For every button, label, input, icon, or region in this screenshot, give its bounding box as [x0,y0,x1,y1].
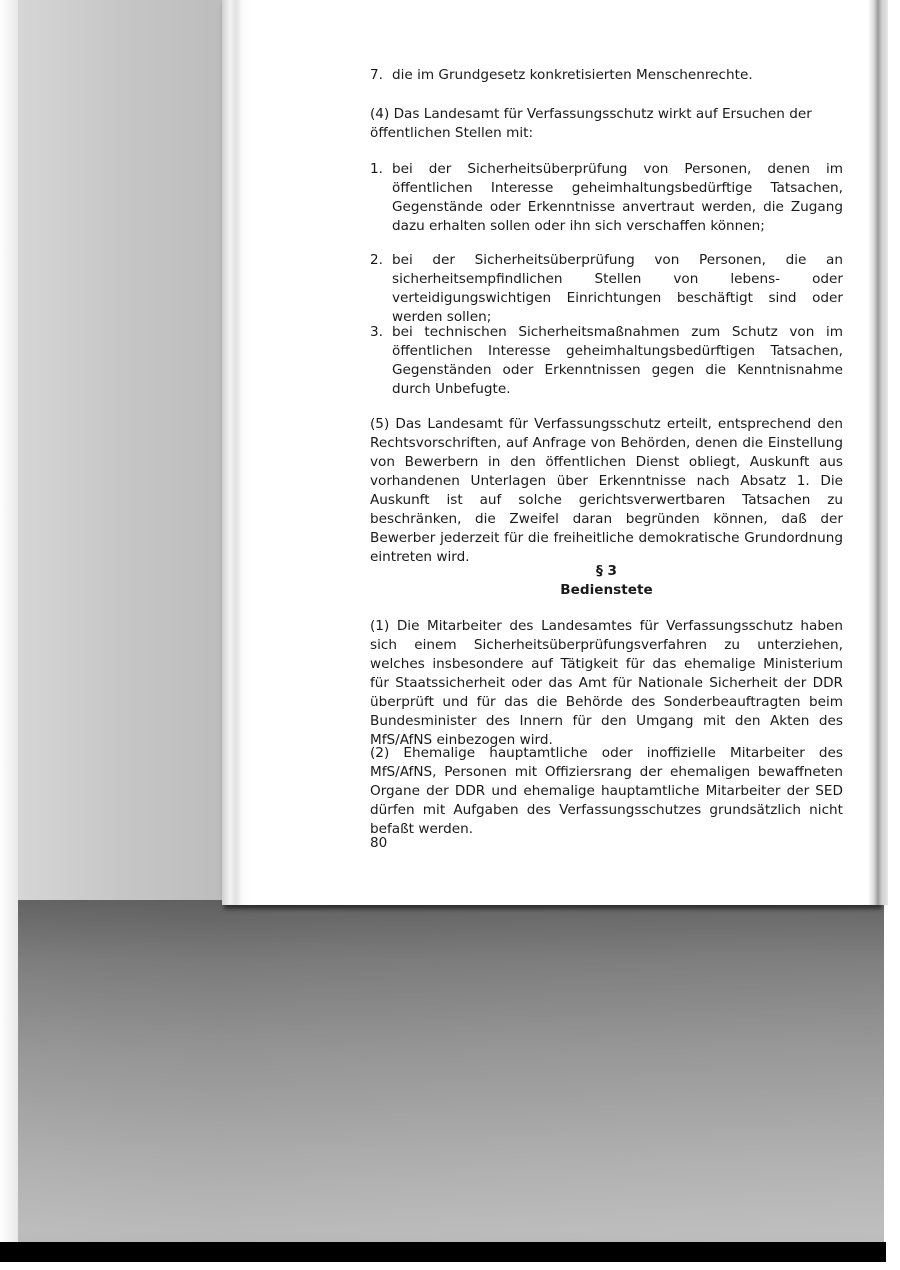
list-item-number: 3. [370,324,383,340]
scan-bottom-bar [0,1242,886,1262]
scan-left-edge [0,0,18,1250]
list-item-text: bei technischen Sicherheitsmaßnahmen zum Schutz von im öffentlichen Interesse geheimhaltungsbedürftigen Tatsachen, Gegenständen oder Erkenntnissen gegen die Kenntnisnahme durch Unbefugte. [392,324,843,397]
list-item-number: 2. [370,252,383,268]
page-right-edge [868,0,888,905]
scan-bottom-margin [0,1262,900,1270]
page-number: 80 [370,835,388,851]
list-item-text: die im Grundgesetz konkretisierten Menschenrechte. [392,67,753,83]
paragraph-5: (5) Das Landesamt für Verfassungsschutz erteilt, entsprechend den Rechtsvorschriften, auf Anfrage von Behörden, denen die Einstellung von Bewerbern in den öffentlichen Dienst obliegt, Auskunft aus vorhandenen Unterlagen über Erkenntnisse nach Absatz 1. Die Auskunft ist auf solche gerichtsverwertbaren Tatsachen zu beschränken, die Zweifel daran begründen können, daß der Bewerber jederzeit für die freiheitliche demokratische Grundordnung eintreten wird. [370,416,843,565]
section-3-paragraph-1: (1) Die Mitarbeiter des Landesamtes für Verfassungsschutz haben sich einem Sicherheitsüberprüfungsverfahren zu unterziehen, welches insbesondere auf Tätigkeit für das ehemalige Ministerium für Staatssicherheit oder das Amt für Nationale Sicherheit der DDR überprüft und für das die Behörde des Sonderbeauftragten beim Bundesminister des Innern für den Umgang mit den Akten des MfS/AfNS einbezogen wird. [370,618,843,748]
list-item-text: bei der Sicherheitsüberprüfung von Personen, die an sicherheitsempfindlichen Stellen von lebens- oder verteidigungswichtigen Einrichtungen beschäftigt sind oder werden sollen; [392,252,843,325]
page-gutter [222,0,250,905]
list-item-number: 7. [370,67,383,83]
section-title: Bedienstete [560,582,653,598]
list-item-number: 1. [370,161,383,177]
scan-bottom-shade [0,900,900,1270]
list-item-text: bei der Sicherheitsüberprüfung von Personen, denen im öffentlichen Interesse geheimhaltungsbedürftige Tatsachen, Gegenstände oder Erkenntnisse anvertraut werden, die Zugang dazu erhalten sollen oder ihn sich verschaffen können; [392,161,843,234]
section-number: § 3 [596,563,617,579]
section-3-paragraph-2: (2) Ehemalige hauptamtliche oder inoffizielle Mitarbeiter des MfS/AfNS, Personen mit Offiziersrang der ehemaligen bewaffneten Organe der DDR und ehemalige hauptamtliche Mitarbeiter der SED dürfen mit Aufgaben des Verfassungsschutzes grundsätzlich nicht befaßt werden. [370,745,843,837]
paragraph-4: (4) Das Landesamt für Verfassungsschutz wirkt auf Ersuchen der öffentlichen Stellen mit: [370,106,812,141]
